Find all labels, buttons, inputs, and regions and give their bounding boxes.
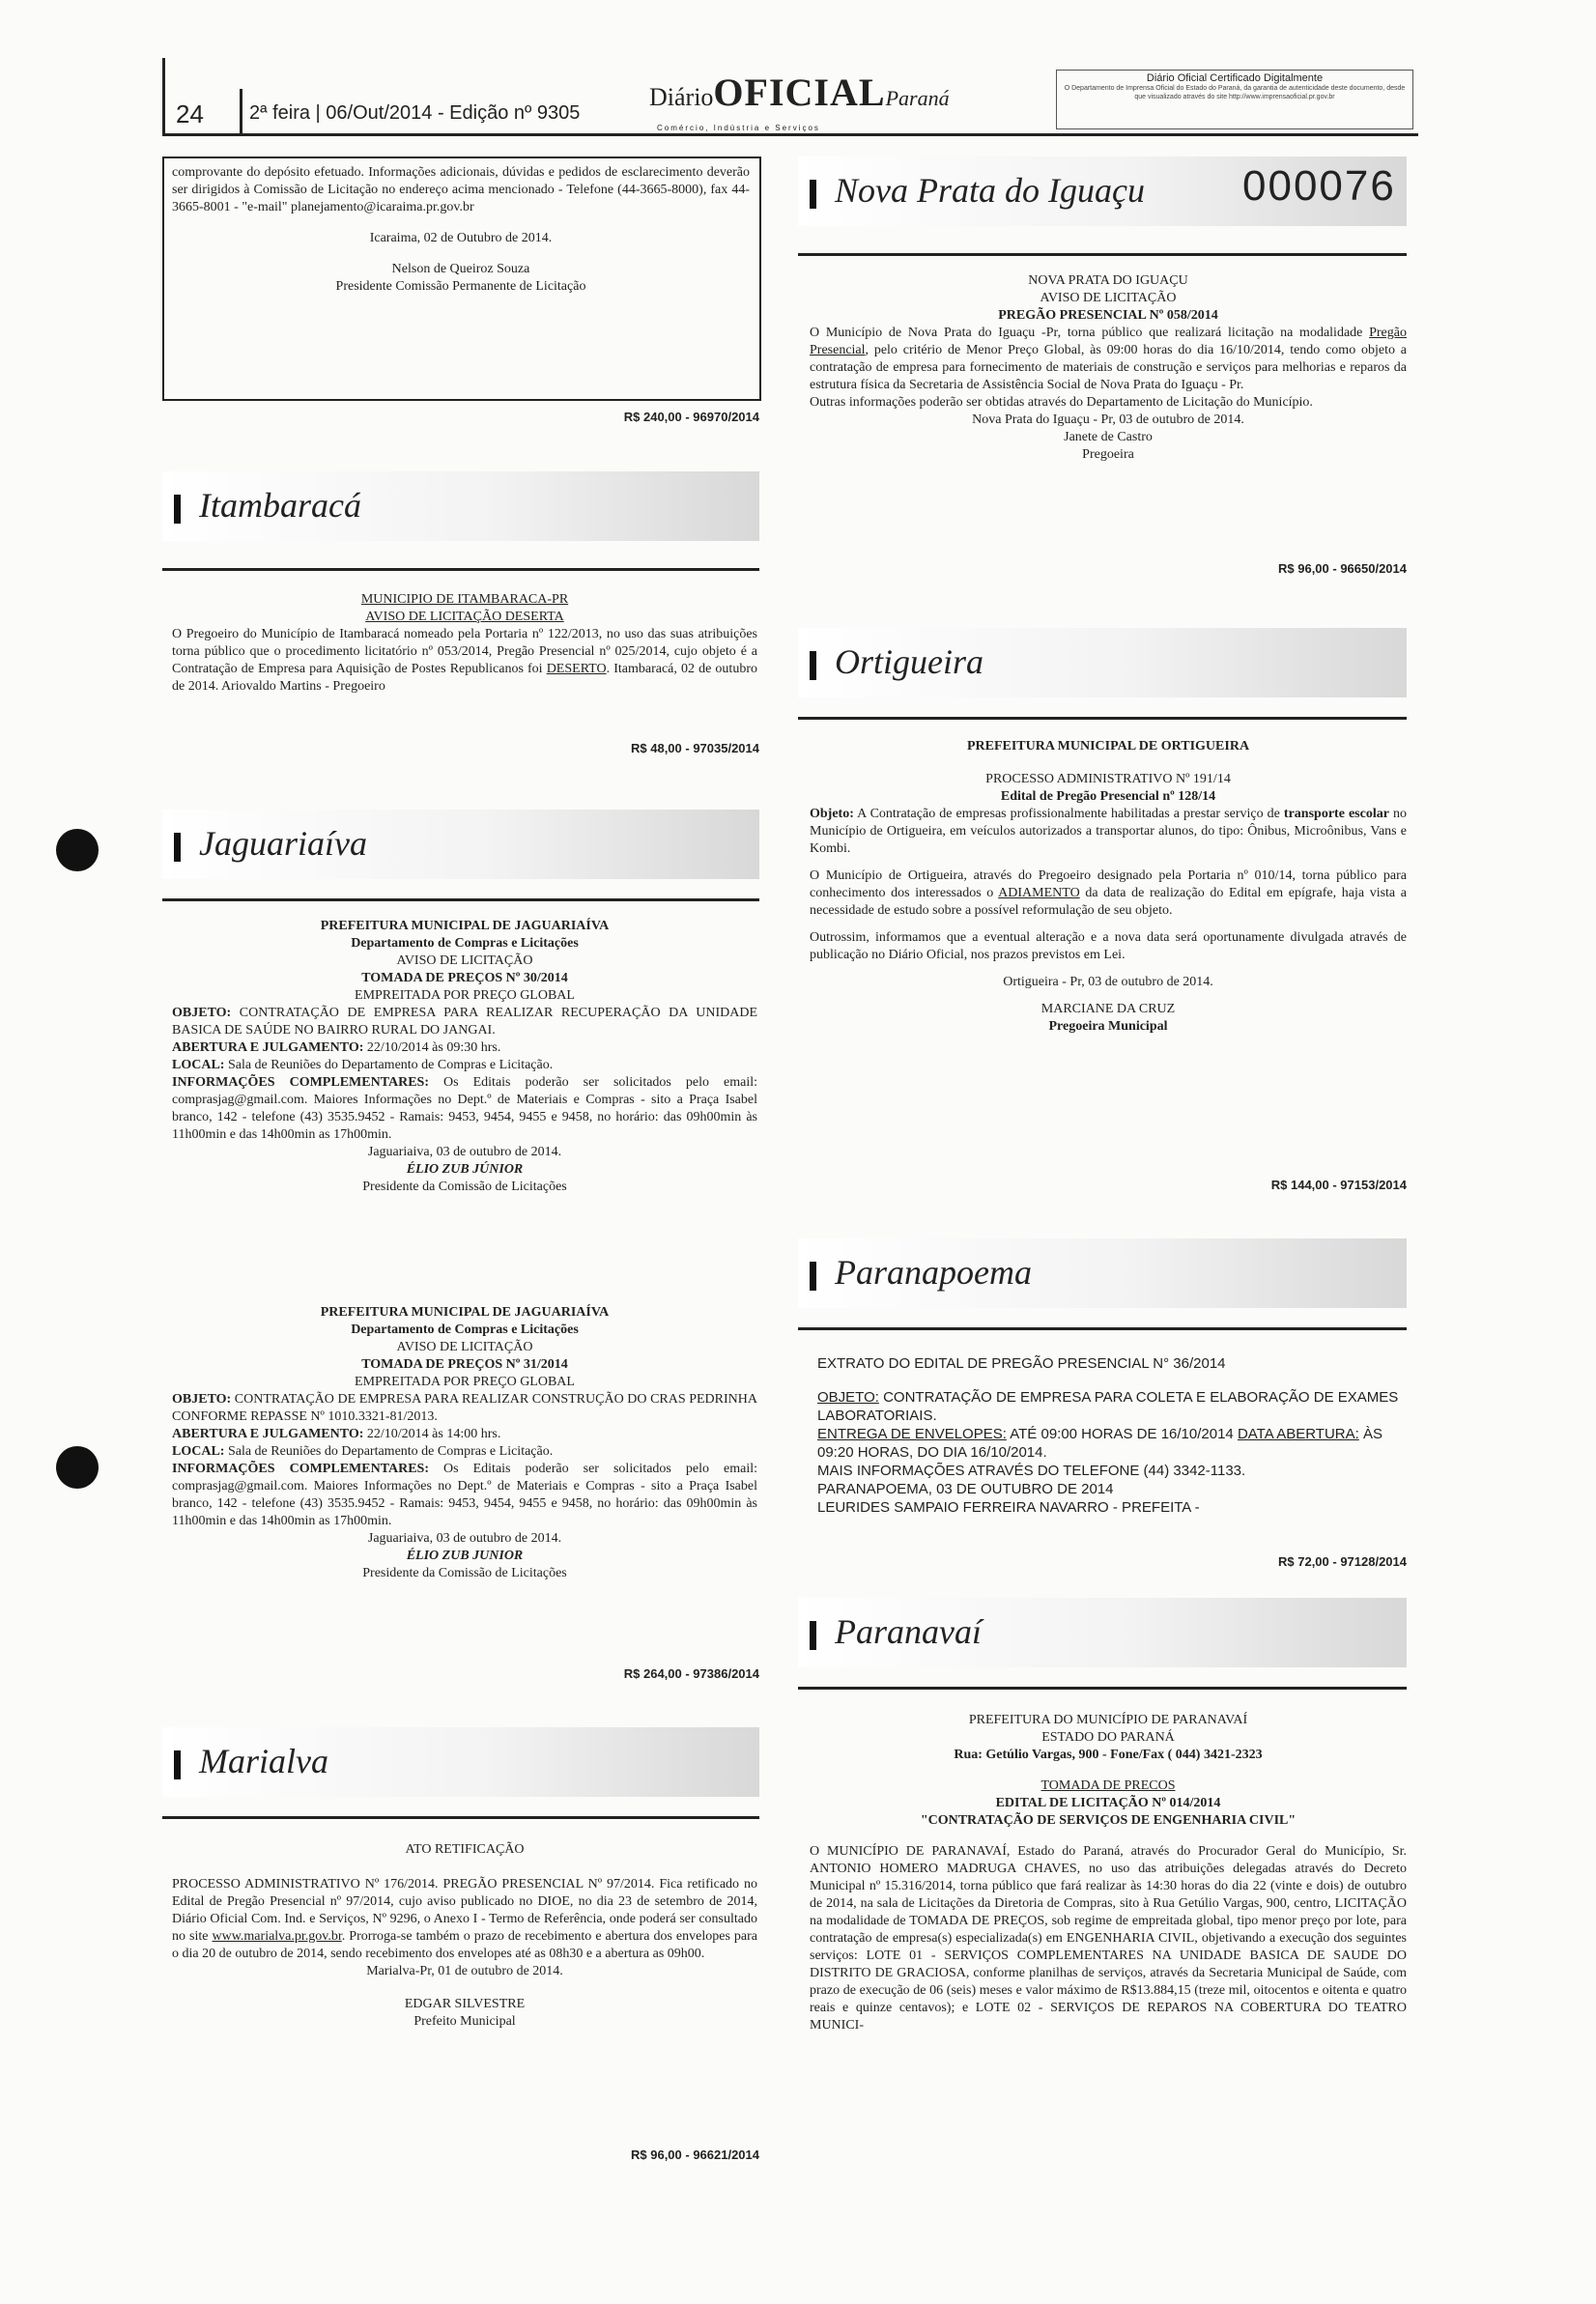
section-rule: [798, 1687, 1407, 1690]
paranapoema-notice: EXTRATO DO EDITAL DE PREGÃO PRESENCIAL N° 36/2014 OBJETO: CONTRATAÇÃO DE EMPRESA PARA COLETA E ELABORAÇÃO DE EXAMES LABORATORIAIS. ENTREGA DE ENVELOPES: ATÉ 09:00 HORAS DE 16/10/2014 DATA ABERTURA: ÀS 09:20 HORAS, DO DIA 16/10/2014. MAIS INFORMAÇÕES ATRAVÉS DO TELEFONE (44) 3342-1133. PARANAPOEMA, 03 DE OUTUBRO DE 2014 LEURIDES SAMPAIO FERREIRA NAVARRO - PREFEITA -: [817, 1355, 1399, 1516]
marialva-notice: ATO RETIFICAÇÃO PROCESSO ADMINISTRATIVO Nº 176/2014. PREGÃO PRESENCIAL Nº 97/2014. Fica retificado no Edital de Pregão Presencial nº 97/2014, cujo aviso publicado no DIOE, no dia 23 de setembro de 2014, Diário Oficial Com. Ind. e Serviços, Nº 9296, o Anexo I - Termo de Referência, onde poderá ser consultado no site www.marialva.pr.gov.br. Prorroga-se também o prazo de recebimento e abertura dos envelopes para o dia 20 de outubro de 2014, sendo recebimento dos envelopes até as 08h30 e a abertura as 09h00. Marialva-Pr, 01 de outubro de 2014. EDGAR SILVESTRE Prefeito Municipal: [172, 1842, 758, 2029]
logo-subtitle: Comércio, Indústria e Serviços: [657, 124, 820, 132]
section-title: Paranapoema: [835, 1253, 1032, 1292]
icaraima-notice: [172, 164, 750, 296]
cert-text: O Departamento de Imprensa Oficial do Estado do Paraná, da garantia de autenticidade deste documento, desde que visualizado através do site http://www.imprensaoficial.pr.gov.br: [1064, 85, 1406, 100]
marialva-heading: ATO RETIFICAÇÃO: [405, 1842, 525, 1857]
paranapoema-price: R$ 72,00 - 97128/2014: [1278, 1554, 1407, 1569]
nova-prata-price: R$ 96,00 - 96650/2014: [1278, 561, 1407, 576]
diario-oficial-logo: DiárioOFICIALParaná: [649, 71, 950, 114]
section-rule: [798, 717, 1407, 720]
section-title: Marialva: [199, 1742, 328, 1780]
jaguariaiva-notice-30: PREFEITURA MUNICIPAL DE JAGUARIAÍVA Departamento de Compras e Licitações AVISO DE LICITAÇÃO TOMADA DE PREÇOS Nº 30/2014 EMPREITADA POR PREÇO GLOBAL OBJETO: CONTRATAÇÃO DE EMPRESA PARA REALIZAR RECUPERAÇÃO DA UNIDADE BASICA DE SAÚDE NO BAIRRO RURAL DO JANGAI. ABERTURA E JULGAMENTO: 22/10/2014 às 09:30 hrs. LOCAL: Sala de Reuniões do Departamento de Compras e Licitação. INFORMAÇÕES COMPLEMENTARES: Os Editais poderão ser solicitados pelo email: comprasjag@gmail.com. Maiores Informações no Dept.º de Materiais e Compras - sito a Praça Isabel branco, 142 - telefone (43) 3535.9452 - Ramais: 9453, 9454, 9455 e 9458, no horário: das 09h00min às 11h00min e das 14h00min as 17h00min. Jaguariaiva, 03 de outubro de 2014. ÉLIO ZUB JÚNIOR Presidente da Comissão de Licitações: [172, 919, 758, 1194]
ortigueira-notice: PREFEITURA MUNICIPAL DE ORTIGUEIRA PROCESSO ADMINISTRATIVO Nº 191/14 Edital de Pregão Presencial nº 128/14 Objeto: A Contratação de empresas profissionalmente habilitadas a prestar serviço de transporte escolar no Município de Ortigueira, em veículos autorizados a transportar alunos, do tipo: Ônibus, Microônibus, Vans e Kombi. O Município de Ortigueira, através do Pregoeiro designado pela Portaria nº 010/14, torna público para conhecimento dos interessados o ADIAMENTO da data de realização do Edital em epígrafe, haja vista a necessidade de estudo sobre a possível reformulação de seu objeto. Outrossim, informamos que a eventual alteração e a nova data será oportunamente divulgada através de publicação no Diário Oficial, nos prazos previstos em Lei. Ortigueira - Pr, 03 de outubro de 2014. MARCIANE DA CRUZ Pregoeira Municipal: [810, 739, 1408, 1034]
section-rule: [162, 898, 759, 901]
certification-box: [1056, 70, 1413, 129]
edition-date: 2ª feira | 06/Out/2014 - Edição nº 9305: [249, 102, 581, 124]
section-rule: [162, 1816, 759, 1819]
paranavai-notice: PREFEITURA DO MUNICÍPIO DE PARANAVAÍ ESTADO DO PARANÁ Rua: Getúlio Vargas, 900 - Fone/Fax ( 044) 3421-2323 TOMADA DE PRECOS EDITAL DE LICITAÇÃO Nº 014/2014 "CONTRATAÇÃO DE SERVIÇOS DE ENGENHARIA CIVIL" O MUNICÍPIO DE PARANAVAÍ, Estado do Paraná, através do Procurador Geral do Município, Sr. ANTONIO HOMERO MADRUGA CHAVES, no uso das atribuições delegadas através do Decreto Municipal nº 15.316/2014, torna público que fará realizar às 14:30 horas do dia 22 (vinte e dois) de outubro de 2014, na sala de Licitações da Diretoria de Compras, sito à Rua Getúlio Vargas, 900, centro, LICITAÇÃO na modalidade de TOMADA DE PREÇOS, sob regime de empreitada global, tipo menor preço por lote, para contratação de empresa(s) especializada(s) em ENGENHARIA CIVIL, objetivando a execução dos seguintes serviços: LOTE 01 - SERVIÇOS COMPLEMENTARES NA UNIDADE BASICA DE SAUDE DO DISTRITO DE GRACIOSA, conforme planilhas de serviços, através da Secretaria Municipal de Saúde, com prazo de execução de 06 (seis) meses e valor máximo de R$13.884,15 (treze mil, oitocentos e oitenta e quatro reais e quinze centavos); e LOTE 02 - SERVIÇOS DE REPAROS NA COBERTURA DO TEATRO MUNICI-: [810, 1713, 1407, 2033]
section-rule: [162, 568, 759, 571]
header-rule: [162, 133, 1418, 136]
section-title: Jaguariaíva: [199, 824, 367, 863]
cert-title: Diário Oficial Certificado Digitalmente: [1146, 72, 1324, 84]
section-rule: [798, 1327, 1407, 1330]
jaguariaiva-price: R$ 264,00 - 97386/2014: [623, 1666, 759, 1681]
icaraima-text: comprovante do depósito efetuado. Informações adicionais, dúvidas e pedidos de esclarecimento deverão ser dirigidos à Comissão de Licitação no endereço acima mencionado - Telefone (44-3665-8000), fax 44-3665-8001 - "e-mail" planejamento@icaraima.pr.gov.br: [172, 165, 750, 214]
section-header-paranavai: [798, 1598, 1407, 1667]
section-title: Nova Prata do Iguaçu: [835, 171, 1145, 210]
marialva-price: R$ 96,00 - 96621/2014: [631, 2148, 759, 2162]
jaguariaiva-notice-31: PREFEITURA MUNICIPAL DE JAGUARIAÍVA Departamento de Compras e Licitações AVISO DE LICITAÇÃO TOMADA DE PREÇOS Nº 31/2014 EMPREITADA POR PREÇO GLOBAL OBJETO: CONTRATAÇÃO DE EMPRESA PARA REALIZAR CONSTRUÇÃO DO CRAS PEDRINHA CONFORME REPASSE Nº 1010.3321-81/2013. ABERTURA E JULGAMENTO: 22/10/2014 às 14:00 hrs. LOCAL: Sala de Reuniões do Departamento de Compras e Licitação. INFORMAÇÕES COMPLEMENTARES: Os Editais poderão ser solicitados pelo email: comprasjag@gmail.com. Maiores Informações no Dept.º de Materiais e Compras - sito a Praça Isabel branco, 142 - telefone (43) 3535.9452 - Ramais: 9453, 9454, 9455 e 9458, no horário: das 09h00min às 11h00min e das 14h00min as 17h00min. Jaguariaiva, 03 de outubro de 2014. ÉLIO ZUB JUNIOR Presidente da Comissão de Licitações: [172, 1305, 758, 1580]
section-header-itambaraca: [162, 471, 759, 541]
section-title: Ortigueira: [835, 642, 984, 681]
header-bar: [162, 58, 165, 135]
section-header-marialva: [162, 1727, 759, 1797]
icaraima-signer: Nelson de Queiroz Souza: [391, 262, 530, 276]
binder-hole: [56, 1446, 99, 1489]
icaraima-role: Presidente Comissão Permanente de Licitação: [335, 279, 586, 294]
icaraima-price: R$ 240,00 - 96970/2014: [623, 410, 759, 424]
itambaraca-notice: MUNICIPIO DE ITAMBARACA-PR AVISO DE LICITAÇÃO DESERTA O Pregoeiro do Município de Itambaracá nomeado pela Portaria nº 122/2013, no uso das suas atribuições torna público que o procedimento licitatório nº 053/2014, Pregão Presencial nº 025/2014, cujo objeto é a Contratação de Empresa para Aquisição de Postes Republicanos foi DESERTO. Itambaracá, 02 de outubro de 2014. Ariovaldo Martins - Pregoeiro: [172, 592, 757, 694]
nova-prata-notice: NOVA PRATA DO IGUAÇU AVISO DE LICITAÇÃO PREGÃO PRESENCIAL Nº 058/2014 O Município de Nova Prata do Iguaçu -Pr, torna público que realizará licitação na modalidade Pregão Presencial, pelo critério de Menor Preço Global, às 09:00 horas do dia 16/10/2014, tendo como objeto a contratação de empresa para fornecimento de materiais de construção e serviços para melhorias e reparos da estrutura física da Secretaria de Assistência Social de Nova Prata do Iguaçu - Pr. Outras informações poderão ser obtidas através do Departamento de Licitação do Município. Nova Prata do Iguaçu - Pr, 03 de outubro de 2014. Janete de Castro Pregoeira: [810, 273, 1407, 462]
page-number: 24: [176, 100, 204, 128]
section-title: Paranavaí: [835, 1612, 982, 1651]
header-divider: [240, 89, 242, 135]
icaraima-date: Icaraima, 02 de Outubro de 2014.: [369, 231, 553, 245]
binder-hole: [56, 829, 99, 871]
section-rule: [798, 253, 1407, 256]
section-header-jaguariaiva: [162, 810, 759, 879]
section-header-ortigueira: [798, 628, 1407, 697]
ortigueira-price: R$ 144,00 - 97153/2014: [1270, 1178, 1407, 1192]
itambaraca-heading: MUNICIPIO DE ITAMBARACA-PR: [360, 592, 569, 607]
page-stamp: 000076: [1242, 162, 1396, 210]
section-header-paranapoema: [798, 1238, 1407, 1308]
itambaraca-price: R$ 48,00 - 97035/2014: [631, 741, 759, 755]
itambaraca-subheading: AVISO DE LICITAÇÃO DESERTA: [365, 610, 564, 624]
section-title: Itambaracá: [199, 486, 361, 525]
